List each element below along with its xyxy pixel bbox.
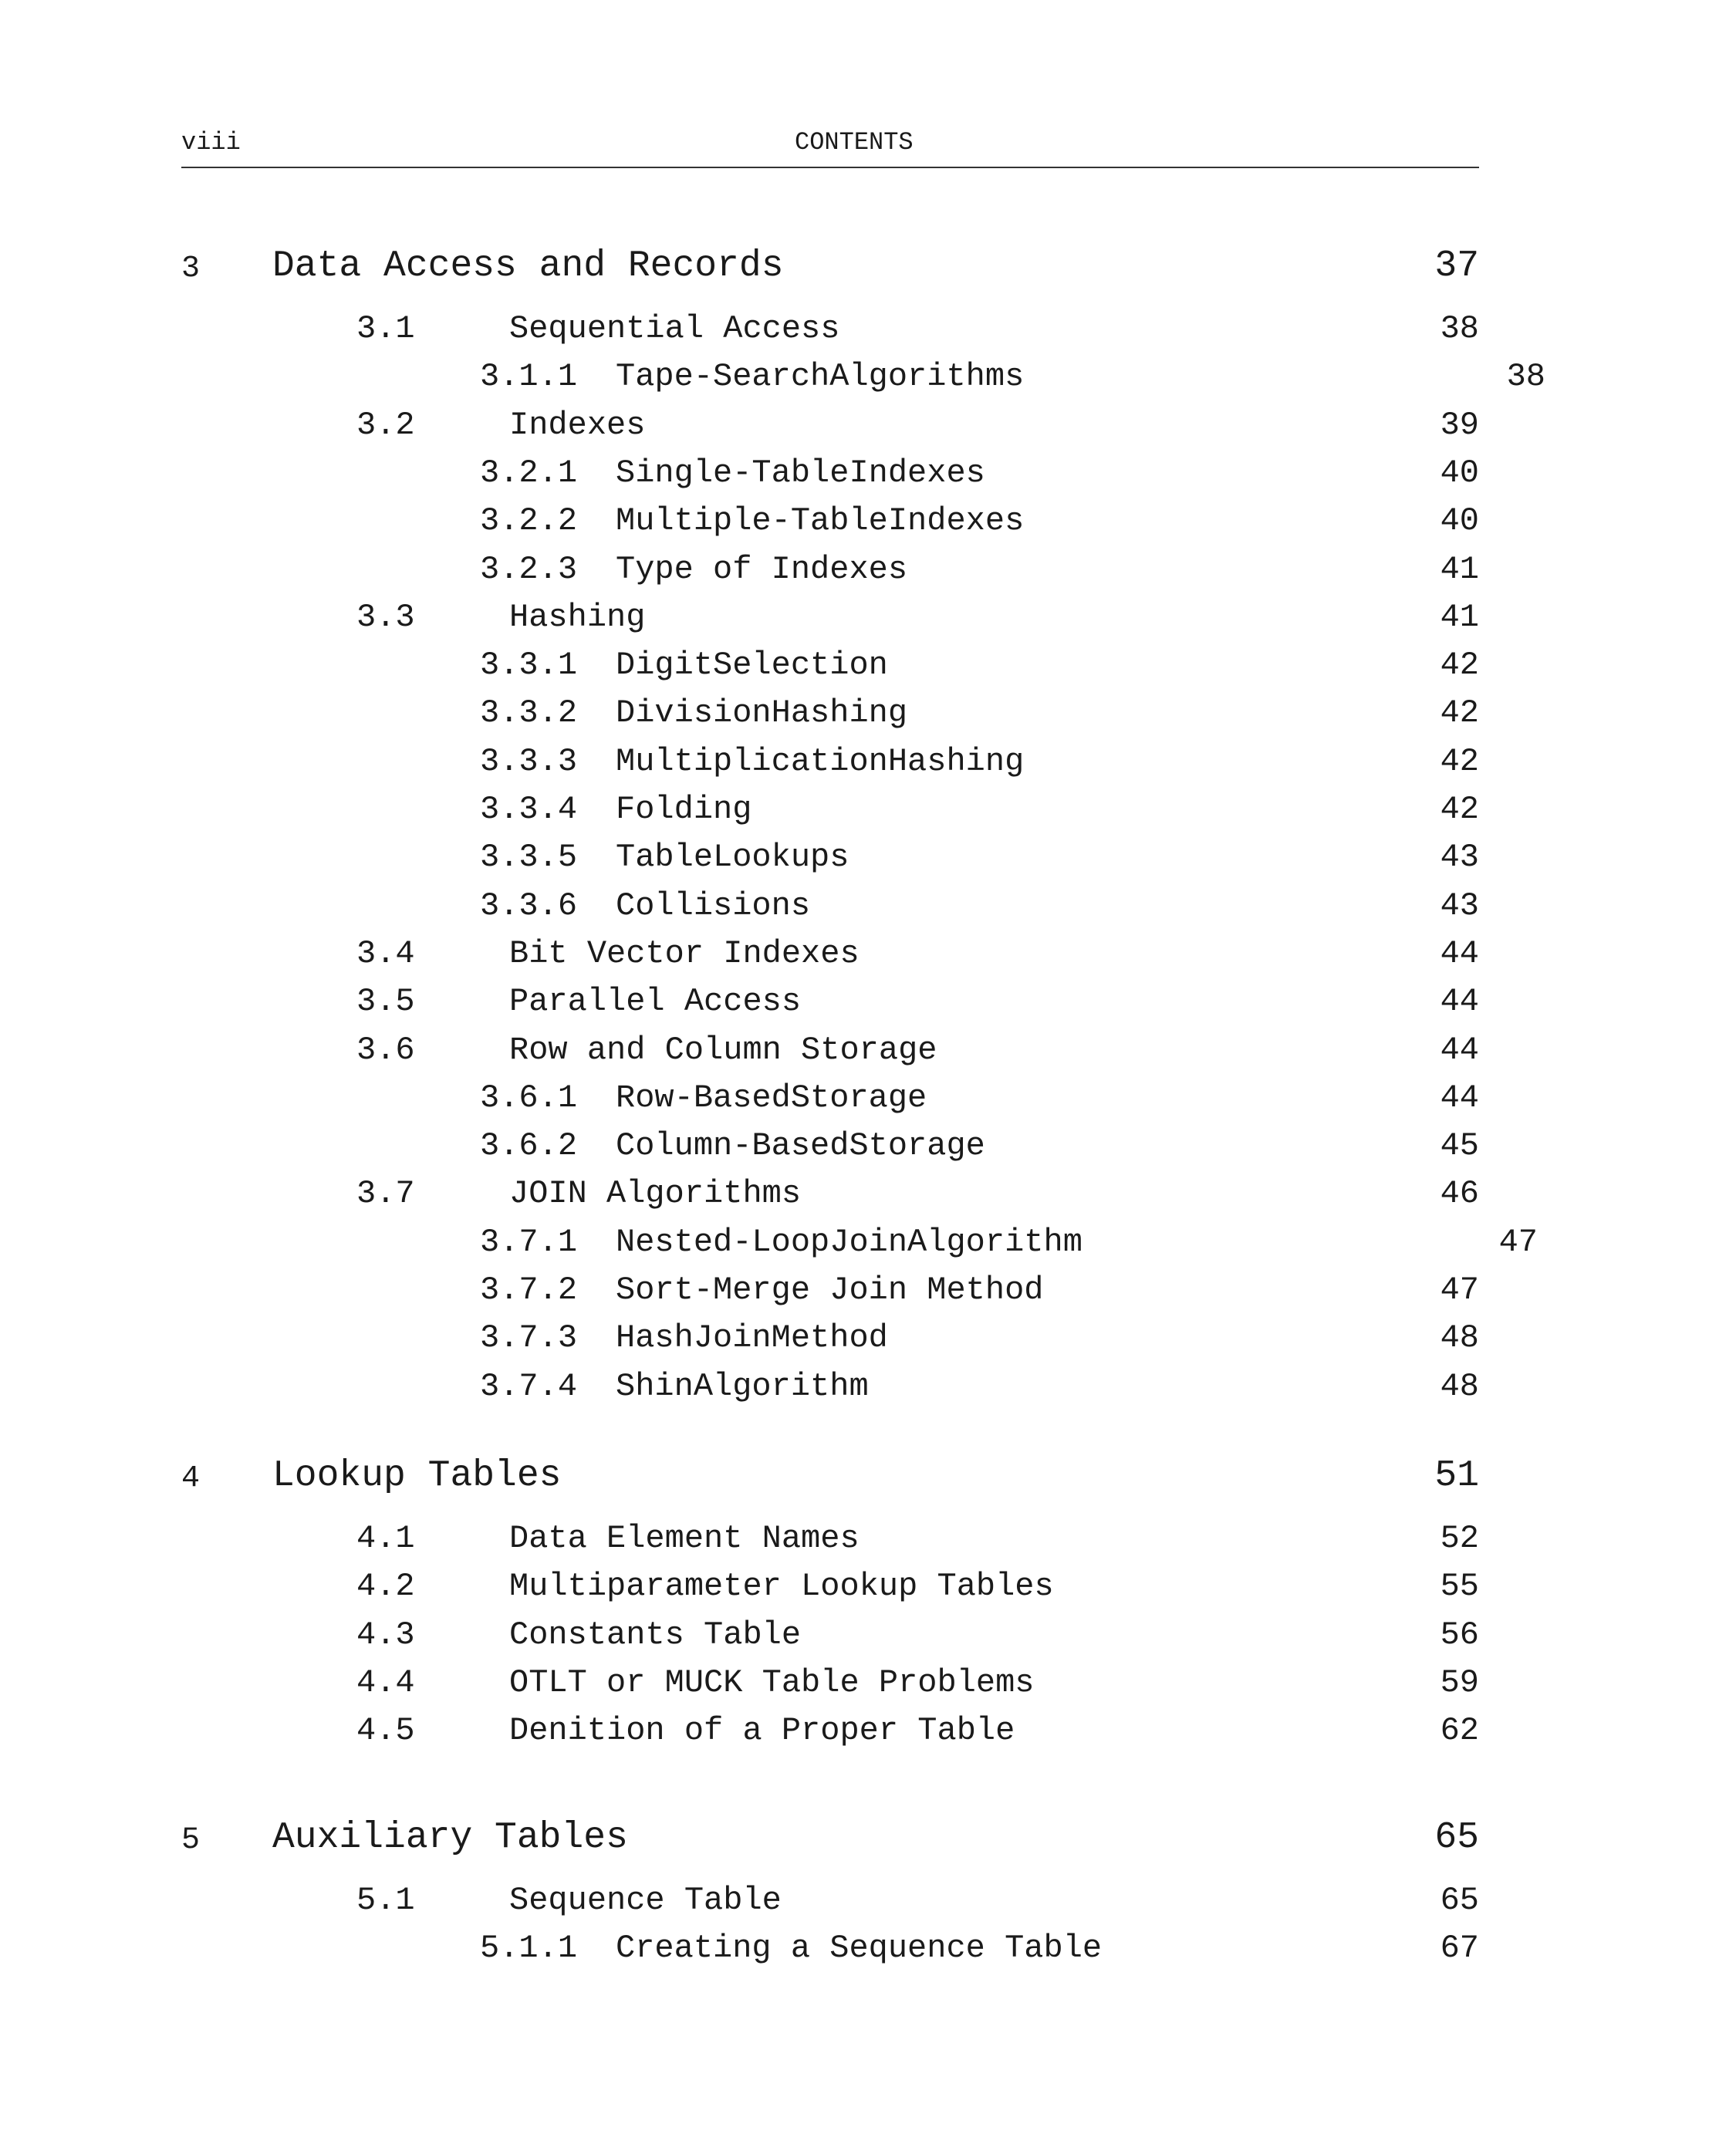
- entry-page: 46: [1440, 1175, 1479, 1213]
- entry-number: 3.3.1: [480, 647, 578, 684]
- entry-page: 48: [1440, 1319, 1479, 1357]
- entry-page: 65: [1440, 1882, 1479, 1919]
- entry-number: 3.2.3: [480, 550, 578, 588]
- running-page-number: viii: [181, 128, 241, 157]
- chapter-title: Auxiliary Tables: [272, 1817, 628, 1859]
- toc-section[interactable]: [0, 1616, 1736, 1656]
- entry-number: 3.5: [356, 983, 415, 1021]
- entry-page: 40: [1440, 502, 1479, 540]
- entry-number: 4.1: [356, 1520, 415, 1557]
- entry-title: OTLT or MUCK Table Problems: [509, 1663, 1035, 1701]
- toc-section[interactable]: [0, 935, 1736, 975]
- entry-page: 40: [1440, 454, 1479, 491]
- entry-title: Column-BasedStorage: [616, 1127, 985, 1165]
- toc-subsection[interactable]: [0, 1368, 1736, 1408]
- toc-section[interactable]: [0, 310, 1736, 350]
- toc-subsection[interactable]: [0, 647, 1736, 687]
- entry-number: 3.1: [356, 310, 415, 347]
- entry-number: 4.3: [356, 1616, 415, 1653]
- entry-page: 47: [1440, 1271, 1479, 1309]
- entry-number: 3.2: [356, 406, 415, 444]
- entry-number: 3.7.3: [480, 1319, 578, 1357]
- entry-page: 56: [1440, 1616, 1479, 1653]
- toc-subsection[interactable]: [0, 1930, 1736, 1970]
- toc-section[interactable]: [0, 599, 1736, 639]
- toc-subsection[interactable]: [0, 454, 1736, 495]
- entry-title: Sort-Merge Join Method: [616, 1271, 1044, 1309]
- entry-title: Folding: [616, 791, 752, 828]
- chapter-page: 65: [1434, 1817, 1479, 1859]
- toc-subsection[interactable]: [0, 743, 1736, 783]
- entry-number: 3.6.1: [480, 1079, 578, 1116]
- toc-section[interactable]: [0, 1032, 1736, 1072]
- entry-title: Hashing: [509, 598, 646, 636]
- entry-title: DigitSelection: [616, 647, 888, 684]
- entry-page: 67: [1440, 1930, 1479, 1967]
- entry-page: 41: [1440, 550, 1479, 588]
- entry-page: 38: [1440, 310, 1479, 347]
- entry-title: Sequential Access: [509, 310, 840, 347]
- toc-subsection[interactable]: [0, 791, 1736, 831]
- toc-subsection[interactable]: [0, 1319, 1736, 1359]
- entry-title: Denition of a Proper Table: [509, 1712, 1015, 1750]
- entry-page: 39: [1440, 406, 1479, 444]
- toc-subsection[interactable]: [0, 694, 1736, 734]
- entry-number: 3.2.2: [480, 502, 578, 540]
- toc-section[interactable]: [0, 1664, 1736, 1704]
- entry-number: 3.4: [356, 934, 415, 972]
- chapter-page: 51: [1434, 1455, 1479, 1497]
- entry-page: 42: [1440, 791, 1479, 828]
- entry-page: 42: [1440, 694, 1479, 732]
- entry-title: Bit Vector Indexes: [509, 934, 860, 972]
- chapter-number: 4: [181, 1461, 201, 1496]
- entry-number: 3.2.1: [480, 454, 578, 491]
- entry-title: Multiple-TableIndexes: [616, 502, 1025, 540]
- entry-title: Data Element Names: [509, 1520, 860, 1557]
- entry-title: Indexes: [509, 406, 646, 444]
- toc-chapter[interactable]: [0, 1817, 1736, 1863]
- entry-page: 43: [1440, 886, 1479, 924]
- entry-title: Type of Indexes: [616, 550, 908, 588]
- entry-page: 47: [1498, 1223, 1538, 1261]
- toc-chapter[interactable]: [0, 1455, 1736, 1501]
- entry-number: 5.1: [356, 1882, 415, 1919]
- entry-page: 52: [1440, 1520, 1479, 1557]
- toc-section[interactable]: [0, 1568, 1736, 1608]
- entry-title: DivisionHashing: [616, 694, 908, 732]
- entry-page: 44: [1440, 1031, 1479, 1069]
- entry-number: 3.7.2: [480, 1271, 578, 1309]
- toc-subsection[interactable]: [0, 839, 1736, 879]
- chapter-number: 5: [181, 1823, 201, 1858]
- toc-section[interactable]: [0, 983, 1736, 1023]
- entry-number: 4.4: [356, 1663, 415, 1701]
- entry-number: 3.3: [356, 598, 415, 636]
- entry-page: 55: [1440, 1568, 1479, 1606]
- toc-section[interactable]: [0, 407, 1736, 447]
- toc-subsection[interactable]: [0, 1224, 1736, 1264]
- entry-number: 3.3.2: [480, 694, 578, 732]
- chapter-title: Lookup Tables: [272, 1455, 562, 1497]
- toc-chapter[interactable]: [0, 245, 1736, 292]
- entry-title: Tape-SearchAlgorithms: [616, 358, 1025, 396]
- entry-page: 38: [1506, 358, 1545, 396]
- entry-title: Row-BasedStorage: [616, 1079, 927, 1116]
- entry-number: 3.7.4: [480, 1367, 578, 1405]
- entry-page: 59: [1440, 1663, 1479, 1701]
- entry-title: Creating a Sequence Table: [616, 1930, 1103, 1967]
- toc-subsection[interactable]: [0, 358, 1736, 398]
- chapter-page: 37: [1434, 245, 1479, 287]
- entry-number: 4.5: [356, 1712, 415, 1750]
- entry-title: Multiparameter Lookup Tables: [509, 1568, 1054, 1606]
- entry-page: 44: [1440, 934, 1479, 972]
- toc-subsection[interactable]: [0, 551, 1736, 591]
- toc-subsection[interactable]: [0, 1079, 1736, 1119]
- entry-page: 41: [1440, 598, 1479, 636]
- toc-subsection[interactable]: [0, 887, 1736, 927]
- entry-number: 5.1.1: [480, 1930, 578, 1967]
- entry-number: 3.3.3: [480, 742, 578, 780]
- entry-number: 3.3.4: [480, 791, 578, 828]
- entry-title: MultiplicationHashing: [616, 742, 1025, 780]
- entry-title: Collisions: [616, 886, 811, 924]
- entry-title: HashJoinMethod: [616, 1319, 888, 1357]
- entry-title: Single-TableIndexes: [616, 454, 985, 491]
- toc-subsection[interactable]: [0, 1127, 1736, 1167]
- chapter-number: 3: [181, 252, 201, 286]
- entry-number: 3.3.6: [480, 886, 578, 924]
- entry-page: 42: [1440, 647, 1479, 684]
- running-header-title: CONTENTS: [795, 128, 914, 157]
- entry-page: 48: [1440, 1367, 1479, 1405]
- toc-section[interactable]: [0, 1882, 1736, 1922]
- toc-section[interactable]: [0, 1520, 1736, 1560]
- toc-section[interactable]: [0, 1175, 1736, 1215]
- entry-page: 43: [1440, 839, 1479, 876]
- entry-number: 4.2: [356, 1568, 415, 1606]
- entry-title: Parallel Access: [509, 983, 802, 1021]
- toc-subsection[interactable]: [0, 502, 1736, 542]
- entry-title: JOIN Algorithms: [509, 1175, 802, 1213]
- entry-number: 3.6.2: [480, 1127, 578, 1165]
- entry-title: TableLookups: [616, 839, 849, 876]
- toc-section[interactable]: [0, 1712, 1736, 1752]
- entry-number: 3.3.5: [480, 839, 578, 876]
- entry-page: 42: [1440, 742, 1479, 780]
- entry-page: 44: [1440, 1079, 1479, 1116]
- entry-number: 3.7.1: [480, 1223, 578, 1261]
- entry-title: ShinAlgorithm: [616, 1367, 869, 1405]
- entry-title: Nested-LoopJoinAlgorithm: [616, 1223, 1082, 1261]
- toc-subsection[interactable]: [0, 1271, 1736, 1312]
- entry-number: 3.1.1: [480, 358, 578, 396]
- entry-number: 3.6: [356, 1031, 415, 1069]
- entry-page: 44: [1440, 983, 1479, 1021]
- entry-page: 45: [1440, 1127, 1479, 1165]
- entry-title: Row and Column Storage: [509, 1031, 937, 1069]
- chapter-title: Data Access and Records: [272, 245, 784, 287]
- entry-number: 3.7: [356, 1175, 415, 1213]
- entry-page: 62: [1440, 1712, 1479, 1750]
- entry-title: Sequence Table: [509, 1882, 782, 1919]
- entry-title: Constants Table: [509, 1616, 802, 1653]
